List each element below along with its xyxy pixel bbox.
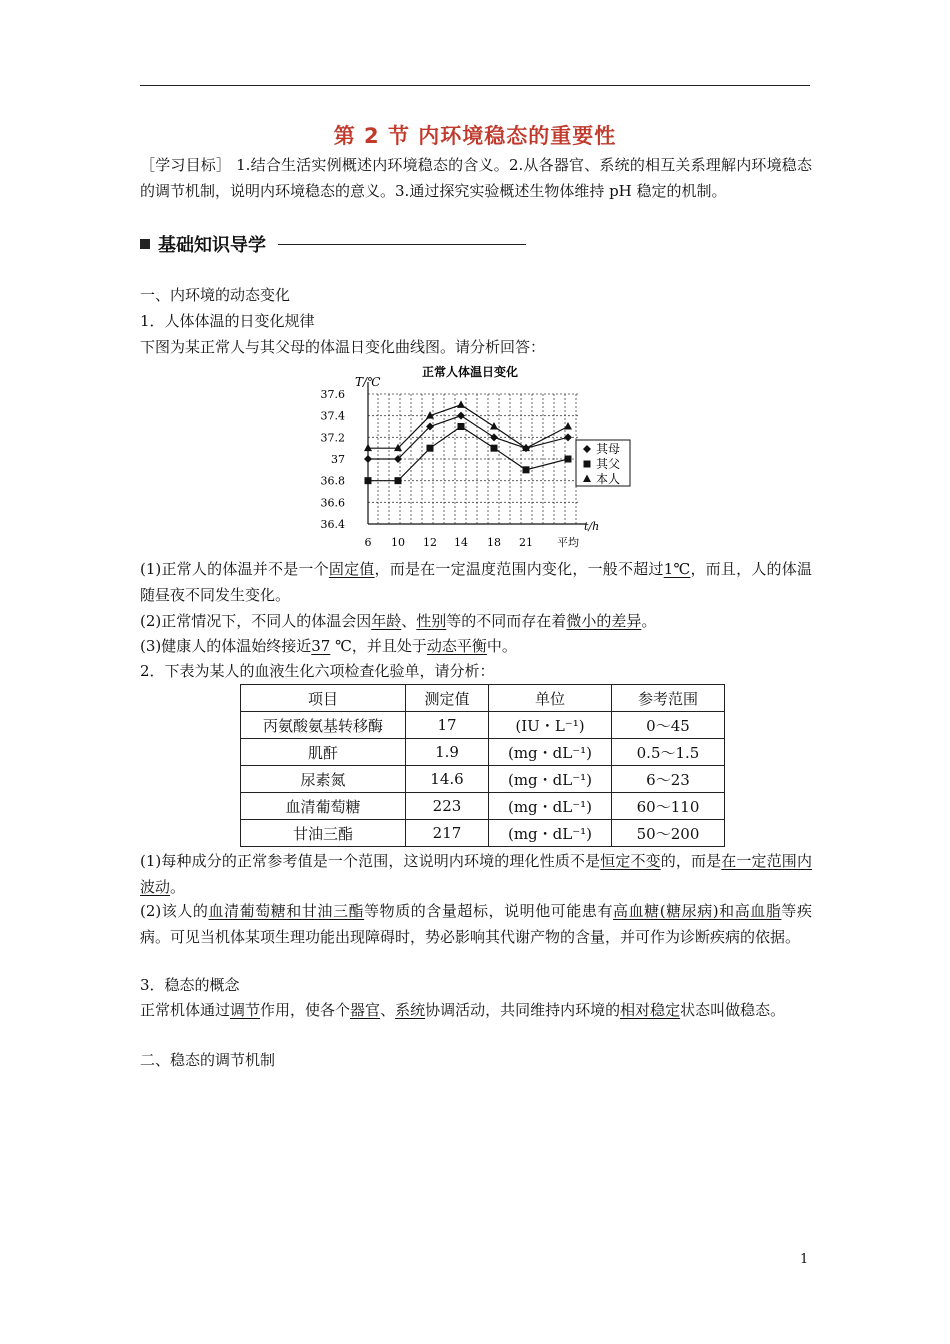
data-point: [490, 422, 498, 430]
heading-regulation: 二、稳态的调节机制: [140, 1051, 276, 1069]
table-cell: (mg・dL⁻¹): [489, 820, 612, 847]
table-cell: 肌酐: [241, 739, 406, 766]
x-axis-label: t/h: [584, 520, 600, 533]
series-line: [368, 427, 568, 481]
text: 、: [401, 612, 417, 630]
answer: 血清葡萄糖和甘油三酯: [208, 902, 365, 920]
page-number: 1: [800, 1252, 809, 1267]
data-point: [490, 433, 498, 441]
blood-test-table: [240, 684, 725, 847]
header-cell: 单位: [489, 685, 612, 712]
heading-dynamic-change: 一、内环境的动态变化: [140, 286, 291, 304]
data-point: [491, 445, 498, 452]
text: (1)每种成分的正常参考值是一个范围，这说明内环境的理化性质不是: [140, 852, 601, 870]
data-point: [458, 423, 465, 430]
x-tick-label: 平均: [557, 536, 579, 549]
x-tick-labels: [365, 535, 580, 549]
x-tick-label: 10: [391, 536, 405, 549]
text: 的，而是: [660, 852, 722, 870]
text: 协调活动，共同维持内环境的: [425, 1001, 621, 1019]
answer: 调节: [230, 1001, 261, 1019]
text: 。: [641, 612, 657, 630]
text: 状态叫做稳态。: [680, 1001, 786, 1019]
text: (2)该人的: [140, 902, 209, 920]
table-cell: 17: [406, 712, 489, 739]
answer: 性别: [416, 612, 447, 630]
square-bullet-icon: [140, 239, 150, 249]
chart-legend: [576, 440, 630, 486]
legend-label: 其父: [596, 457, 621, 471]
table-row: [241, 766, 725, 793]
data-point: [427, 445, 434, 452]
table-cell: (mg・dL⁻¹): [489, 766, 612, 793]
answer: 微小的差异: [566, 612, 642, 630]
data-point: [457, 400, 465, 408]
answer: 恒定不变: [600, 852, 661, 870]
text: ，而且，人的体温随昼夜不同发生变化。: [140, 560, 812, 604]
table-cell: (mg・dL⁻¹): [489, 793, 612, 820]
table-cell: 尿素氮: [241, 766, 406, 793]
table-cell: 6～23: [612, 766, 725, 793]
y-axis-label: T/℃: [355, 375, 381, 389]
table-cell: 甘油三酯: [241, 820, 406, 847]
section-title: 基础知识导学: [158, 235, 266, 256]
data-point: [584, 461, 591, 468]
temp-item-3: [140, 633, 812, 659]
temp-item-1: [140, 556, 812, 608]
text: 等的不同而存在着: [446, 612, 567, 630]
table-cell: 50～200: [612, 820, 725, 847]
x-tick-label: 14: [454, 536, 468, 549]
answer: 固定值: [328, 560, 375, 578]
data-point: [364, 455, 372, 463]
text: (2)正常情况下，不同人的体温会因: [140, 612, 372, 630]
answer: 系统: [395, 1001, 426, 1019]
text: ，而是在一定温度范围内变化，一般不超过: [374, 560, 664, 578]
y-tick-label: 37: [331, 453, 345, 466]
legend-label: 其母: [596, 442, 621, 456]
table-cell: 223: [406, 793, 489, 820]
text: 、: [380, 1001, 396, 1019]
learning-objectives: [140, 152, 812, 204]
table-header-row: [241, 685, 725, 712]
heading-blood-test: 2．下表为某人的血液生化六项检查化验单，请分析：: [140, 662, 495, 680]
table-row: [241, 820, 725, 847]
blood-item-1: [140, 848, 812, 900]
table-cell: 1.9: [406, 739, 489, 766]
homeostasis-definition: [140, 997, 812, 1023]
table-cell: 217: [406, 820, 489, 847]
text: 作用，使各个: [260, 1001, 351, 1019]
data-point: [457, 412, 465, 420]
text: (1)正常人的体温并不是一个: [140, 560, 329, 578]
chart-series: [364, 400, 572, 484]
legend-label: 本人: [596, 472, 621, 486]
table-cell: 血清葡萄糖: [241, 793, 406, 820]
heading-body-temp: 1．人体体温的日变化规律: [140, 312, 315, 330]
text: 正常机体通过: [140, 1001, 231, 1019]
page-title: 第 2 节 内环境稳态的重要性: [333, 124, 617, 148]
table-cell: (IU・L⁻¹): [489, 712, 612, 739]
y-tick-label: 37.6: [320, 388, 345, 401]
top-rule: [140, 85, 810, 86]
y-tick-label: 36.4: [320, 518, 345, 531]
x-tick-label: 18: [487, 536, 501, 549]
y-tick-label: 36.8: [320, 474, 345, 488]
text: 中。: [486, 637, 517, 655]
x-tick-label: 6: [364, 536, 372, 549]
data-point: [523, 466, 530, 473]
y-tick-labels: [321, 388, 346, 531]
answer: 在一定范围内波动: [140, 852, 812, 896]
table-row: [241, 712, 725, 739]
y-tick-label: 37.2: [320, 431, 345, 445]
answer: 年龄: [371, 612, 402, 630]
text: 等物质的含量超标，说明他可能患有: [364, 902, 614, 920]
data-point: [395, 477, 402, 484]
answer: 动态平衡: [426, 637, 487, 655]
section-rule: [278, 244, 526, 245]
table-cell: 0～45: [612, 712, 725, 739]
objectives-text: 1.结合生活实例概述内环境稳态的含义。2.从各器官、系统的相互关系理解内环境稳态的调节机制，说明内环境稳态的意义。3.通过探究实验概述生物体维持 pH 稳定的机制。: [140, 156, 812, 200]
section-header: [140, 231, 526, 257]
answer: 高血糖(糖尿病)和高血脂: [613, 902, 782, 920]
answer: 37: [311, 637, 331, 655]
x-tick-label: 21: [519, 536, 533, 549]
text: (3)健康人的体温始终接近: [140, 637, 312, 655]
text: 等疾病。可见当机体某项生理功能出现障碍时，势必影响其代谢产物的含量，并可作为诊断疾病的依据。: [140, 902, 812, 946]
text: ℃，并且处于: [330, 637, 427, 655]
temperature-chart: [300, 360, 660, 552]
series-line: [368, 405, 568, 448]
chart-intro: 下图为某正常人与其父母的体温日变化曲线图。请分析回答：: [140, 338, 546, 356]
table-cell: 14.6: [406, 766, 489, 793]
table-cell: 丙氨酸氨基转移酶: [241, 712, 406, 739]
table-cell: 0.5～1.5: [612, 739, 725, 766]
temp-item-2: [140, 608, 812, 634]
table-cell: (mg・dL⁻¹): [489, 739, 612, 766]
y-tick-label: 36.6: [320, 496, 345, 510]
series-square: [365, 423, 572, 484]
answer: 1℃: [663, 560, 691, 578]
answer: 器官: [350, 1001, 381, 1019]
table-row: [241, 739, 725, 766]
y-tick-label: 37.4: [320, 409, 345, 423]
x-tick-label: 12: [423, 536, 437, 549]
header-cell: 项目: [241, 685, 406, 712]
heading-homeostasis: 3．稳态的概念: [140, 976, 240, 994]
text: 。: [170, 878, 186, 896]
data-point: [565, 456, 572, 463]
data-point: [365, 477, 372, 484]
blood-item-2: [140, 898, 812, 950]
header-cell: 测定值: [406, 685, 489, 712]
header-cell: 参考范围: [612, 685, 725, 712]
series-triangle: [364, 400, 572, 451]
data-point: [364, 444, 372, 452]
table-cell: 60～110: [612, 793, 725, 820]
objectives-label: ［学习目标］: [140, 156, 232, 174]
answer: 相对稳定: [620, 1001, 681, 1019]
table-row: [241, 793, 725, 820]
chart-title: 正常人体温日变化: [421, 365, 519, 379]
